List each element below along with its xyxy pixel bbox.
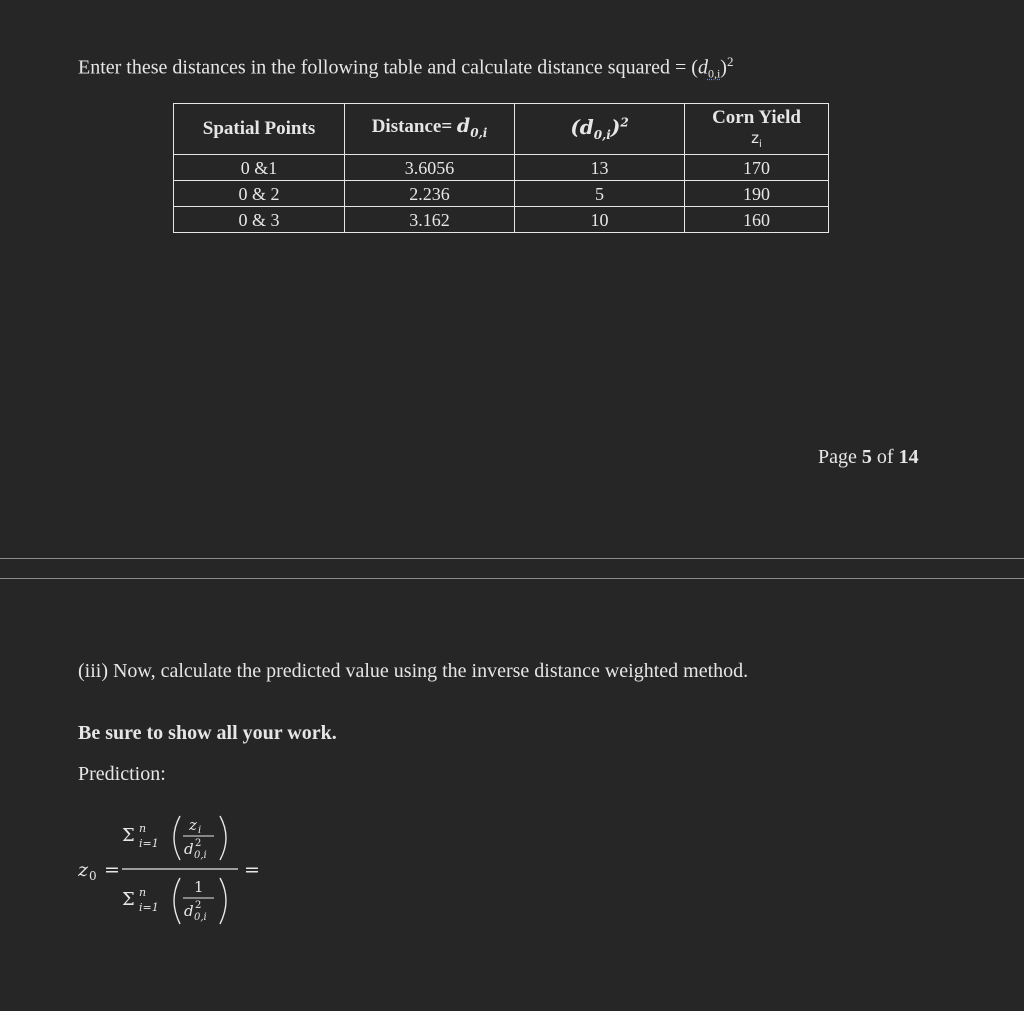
page-divider <box>0 558 1024 559</box>
cell-yield: 170 <box>685 155 829 181</box>
cell-points: 0 & 2 <box>174 181 345 207</box>
table-row <box>174 155 829 181</box>
num-zi: z <box>189 816 197 834</box>
cell-yield: 190 <box>685 181 829 207</box>
cell-distance: 2.236 <box>345 181 515 207</box>
distance-table <box>173 103 829 233</box>
num-d: d <box>184 840 194 858</box>
table-row <box>174 207 829 233</box>
num-right-paren <box>220 816 226 860</box>
den-one: 1 <box>194 878 204 896</box>
idw-formula <box>78 808 318 938</box>
cell-yield: 160 <box>685 207 829 233</box>
lhs-equals: = <box>104 859 120 881</box>
cell-distance: 3.162 <box>345 207 515 233</box>
cell-points: 0 & 3 <box>174 207 345 233</box>
cell-distance: 3.6056 <box>345 155 515 181</box>
page-number: Page 5 of 14 <box>818 446 919 468</box>
num-left-paren <box>174 816 180 860</box>
cell-points: 0 &1 <box>174 155 345 181</box>
lhs-sub: 0 <box>89 869 97 883</box>
num-sigma: Σ <box>122 825 135 846</box>
num-sum-lower: i=1 <box>139 837 159 850</box>
num-zi-sub: i <box>198 825 202 836</box>
page-divider <box>0 578 1024 579</box>
prediction-label: Prediction: <box>78 763 166 785</box>
rhs-equals: = <box>244 859 260 881</box>
yield-variable: $z_i$ <box>751 128 762 150</box>
den-d: d <box>184 902 194 920</box>
num-d-sup: 2 <box>195 838 202 849</box>
header-distance: Distance= $d_{0,i}$ <box>345 104 515 155</box>
den-sigma: Σ <box>122 889 135 910</box>
den-right-paren <box>220 878 226 924</box>
num-d-sub: 0,i <box>194 850 207 861</box>
header-distance-squared: $(d_{0,i})^2$ <box>515 104 685 155</box>
den-left-paren <box>174 878 180 924</box>
header-corn-yield: Corn Yield $z_i$ <box>685 104 829 155</box>
lhs-z: z <box>78 859 89 881</box>
table-header-row <box>174 104 829 155</box>
cell-squared: 5 <box>515 181 685 207</box>
cell-squared: 13 <box>515 155 685 181</box>
show-work-instruction: Be sure to show all your work. <box>78 722 337 744</box>
den-d-sup: 2 <box>195 900 202 911</box>
header-spatial-points: Spatial Points <box>174 104 345 155</box>
table-row <box>174 181 829 207</box>
num-sum-upper: n <box>139 822 147 835</box>
instruction-text: Enter these distances in the following table and calculate distance squared = $(d_{0,i})^2$ <box>78 54 734 81</box>
question-part-iii: (iii) Now, calculate the predicted value using the inverse distance weighted method. <box>78 660 749 682</box>
den-d-sub: 0,i <box>194 912 207 923</box>
cell-squared: 10 <box>515 207 685 233</box>
den-sum-upper: n <box>139 886 147 899</box>
den-sum-lower: i=1 <box>139 901 159 914</box>
